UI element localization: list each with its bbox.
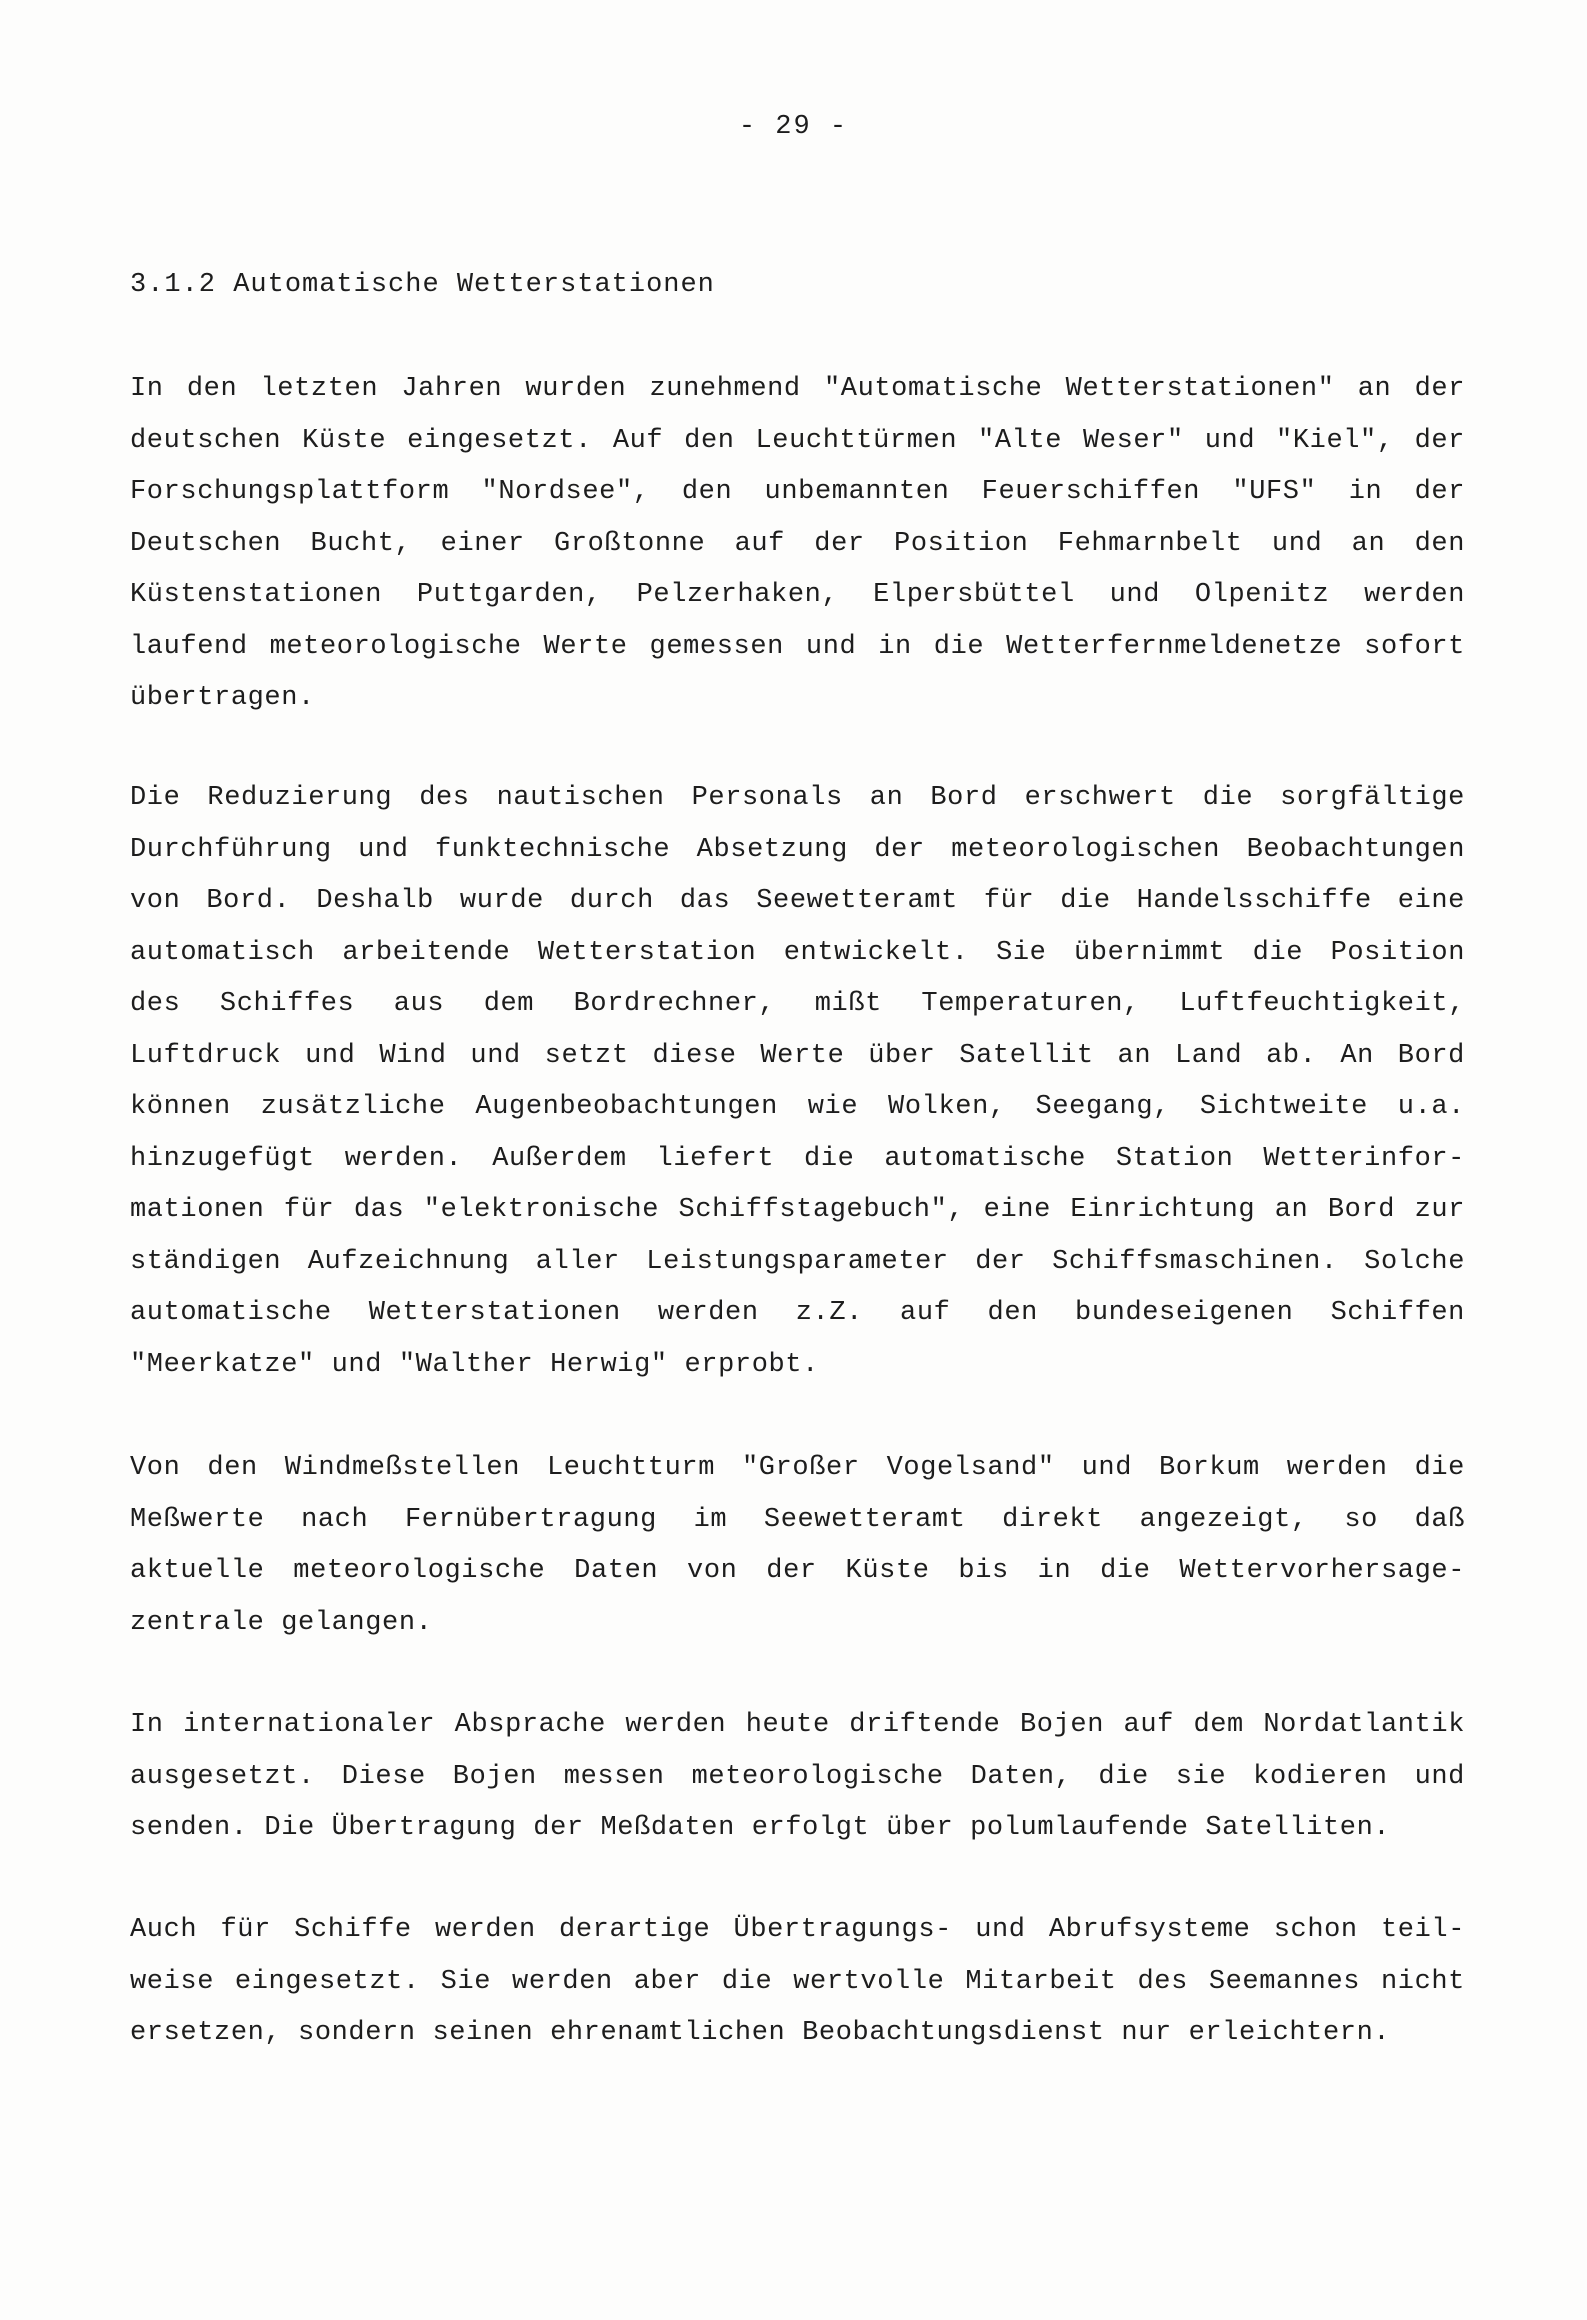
paragraph-automatic-stations bbox=[130, 364, 1465, 725]
text-line: automatische Wetterstationen werden z.Z. auf den bundeseigenen Schiffen bbox=[130, 1298, 1465, 1328]
text-line: Küstenstationen Puttgarden, Pelzerhaken, Elpersbüttel und Olpenitz werden bbox=[130, 580, 1465, 610]
text-line: Meßwerte nach Fernübertragung im Seewetteramt direkt angezeigt, so daß bbox=[130, 1504, 1465, 1535]
paragraph-wind-stations bbox=[130, 1443, 1465, 1649]
text-line: deutschen Küste eingesetzt. Auf den Leuchttürmen "Alte Weser" und "Kiel", der bbox=[130, 425, 1465, 456]
text-line: ausgesetzt. Diese Bojen messen meteorologische Daten, die sie kodieren und bbox=[130, 1761, 1465, 1792]
paragraph-ship-systems bbox=[130, 1905, 1465, 2060]
text-line: mationen für das "elektronische Schiffstagebuch", eine Einrichtung an Bord zur bbox=[130, 1195, 1465, 1225]
text-line: ersetzen, sondern seinen ehrenamtlichen Beobachtungsdienst nur erleichtern. bbox=[130, 2018, 1391, 2048]
text-line: Luftdruck und Wind und setzt diese Werte über Satellit an Land ab. An Bord bbox=[130, 1040, 1465, 1071]
text-line: automatisch arbeitende Wetterstation entwickelt. Sie übernimmt die Position bbox=[130, 937, 1465, 968]
text-line: Auch für Schiffe werden derartige Übertragungs- und Abrufsysteme schon teil- bbox=[130, 1915, 1465, 1945]
text-line: ständigen Aufzeichnung aller Leistungsparameter der Schiffsmaschinen. Solche bbox=[130, 1246, 1465, 1277]
text-line: des Schiffes aus dem Bordrechner, mißt Temperaturen, Luftfeuchtigkeit, bbox=[130, 989, 1465, 1019]
text-line: zentrale gelangen. bbox=[130, 1607, 433, 1638]
paragraph-drifting-buoys bbox=[130, 1700, 1465, 1855]
text-line: können zusätzliche Augenbeobachtungen wie Wolken, Seegang, Sichtweite u.a. bbox=[130, 1092, 1465, 1122]
text-line: "Meerkatze" und "Walther Herwig" erprobt. bbox=[130, 1349, 819, 1380]
text-line: In den letzten Jahren wurden zunehmend "Automatische Wetterstationen" an der bbox=[130, 374, 1465, 404]
text-line: laufend meteorologische Werte gemessen und in die Wetterfernmeldenetze sofort bbox=[130, 631, 1465, 662]
text-line: In internationaler Absprache werden heute driftende Bojen auf dem Nordatlantik bbox=[130, 1710, 1465, 1740]
text-line: Die Reduzierung des nautischen Personals an Bord erschwert die sorgfältige bbox=[130, 783, 1465, 813]
paragraph-ship-station bbox=[130, 773, 1465, 1391]
page-number: - 29 - bbox=[738, 112, 849, 142]
text-line: Deutschen Bucht, einer Großtonne auf der Position Fehmarnbelt und an den bbox=[130, 528, 1465, 559]
section-heading: 3.1.2 Automatische Wetterstationen bbox=[130, 270, 715, 300]
text-line: weise eingesetzt. Sie werden aber die wertvolle Mitarbeit des Seemannes nicht bbox=[130, 1966, 1465, 1997]
text-line: senden. Die Übertragung der Meßdaten erfolgt über polumlaufende Satelliten. bbox=[130, 1813, 1391, 1843]
text-line: von Bord. Deshalb wurde durch das Seewetteramt für die Handelsschiffe eine bbox=[130, 886, 1465, 916]
text-line: Von den Windmeßstellen Leuchtturm "Großer Vogelsand" und Borkum werden die bbox=[130, 1453, 1465, 1483]
text-line: hinzugefügt werden. Außerdem liefert die automatische Station Wetterinfor- bbox=[130, 1143, 1465, 1174]
text-line: Durchführung und funktechnische Absetzung der meteorologischen Beobachtungen bbox=[130, 834, 1465, 865]
text-line: aktuelle meteorologische Daten von der Küste bis in die Wettervorhersage- bbox=[130, 1556, 1465, 1586]
text-line: übertragen. bbox=[130, 683, 315, 713]
text-line: Forschungsplattform "Nordsee", den unbemannten Feuerschiffen "UFS" in der bbox=[130, 477, 1465, 507]
